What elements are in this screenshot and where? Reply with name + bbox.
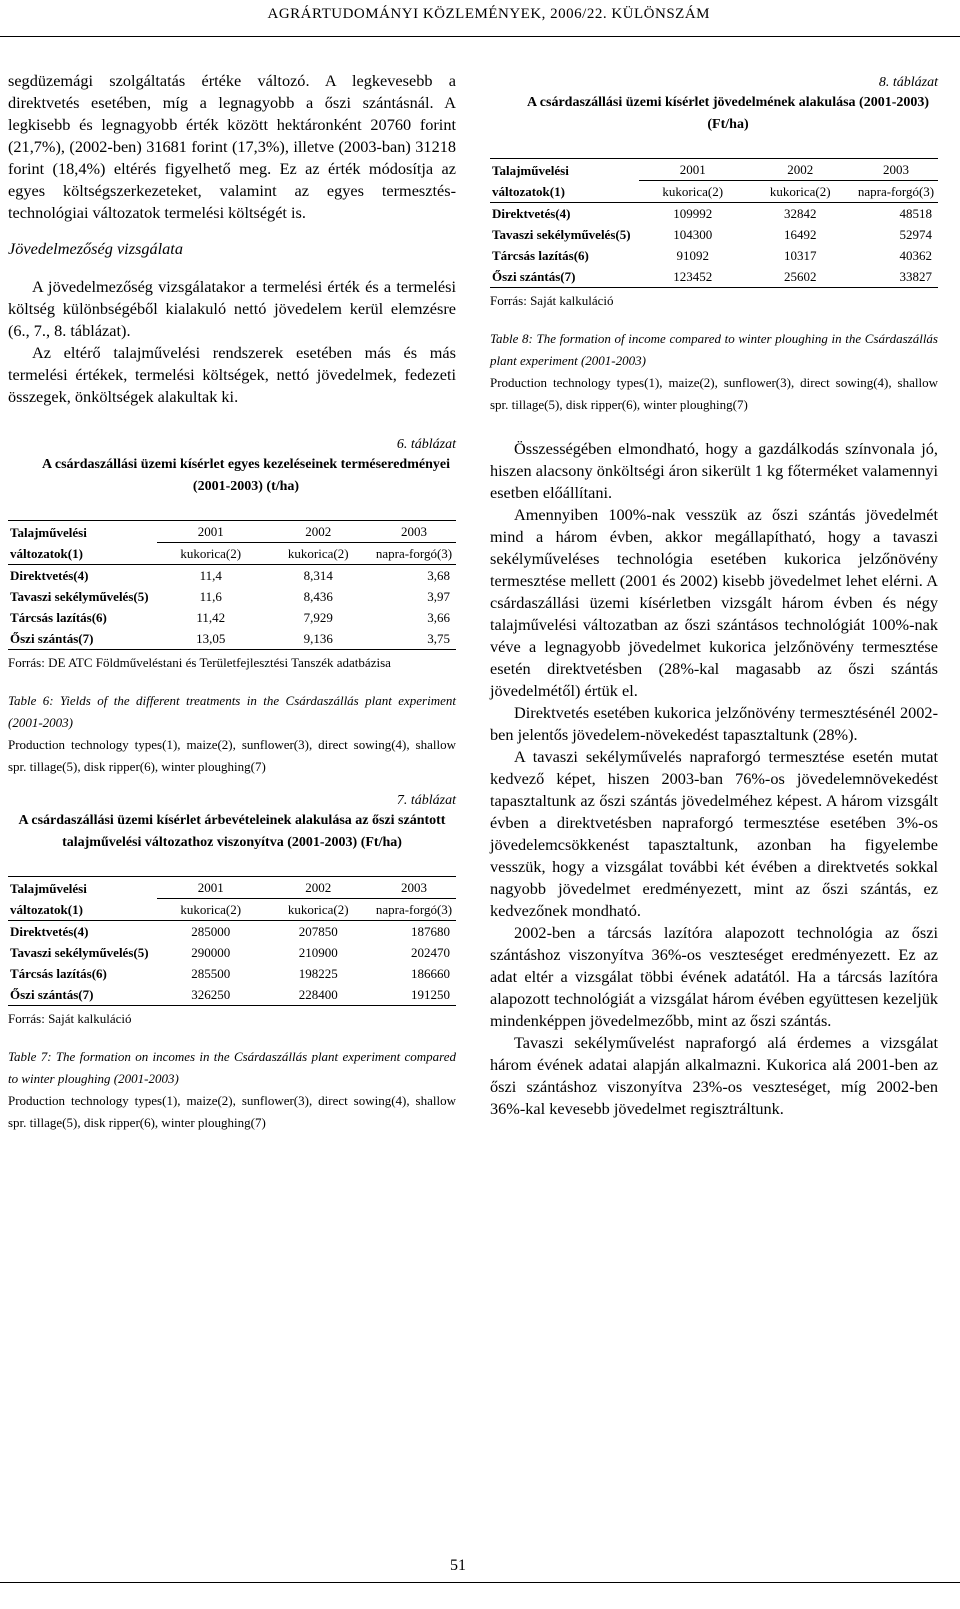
value-cell: 52974 bbox=[899, 227, 932, 242]
table-row bbox=[8, 963, 456, 984]
value-cell: 3,75 bbox=[427, 631, 450, 646]
table-8-block bbox=[490, 74, 938, 136]
table-row bbox=[490, 266, 938, 288]
value-cell: 40362 bbox=[899, 248, 932, 263]
value-cell: 25602 bbox=[784, 269, 817, 284]
table-title: A csárdaszállási üzemi kísérlet egyes kezeléseinek terméseredményei (2001-2003) (t/ha) bbox=[42, 457, 450, 494]
caption-legend: Production technology types(1), maize(2), sunflower(3), direct sowing(4), shallow spr. tillage(5), disk ripper(6), winter ploughing(7) bbox=[8, 1093, 456, 1130]
table-number: 6. táblázat bbox=[396, 437, 456, 452]
footer-rule bbox=[0, 1582, 960, 1583]
table-6 bbox=[8, 520, 456, 650]
value-cell: 3,68 bbox=[427, 568, 450, 583]
header-year: 2003 bbox=[372, 521, 456, 543]
table-6-block bbox=[8, 436, 456, 498]
row-label: Tárcsás lazítás(6) bbox=[10, 610, 107, 625]
left-column bbox=[8, 70, 456, 1134]
header-crop: kukorica(2) bbox=[662, 184, 724, 199]
paragraph: Tavaszi sekélyművelést napraforgó alá érdemes a vizsgálat három évének adatai alapján alkalmazni. Kukorica alá 2001-ben az őszi szántáshoz viszonyítva 23%-os veszteséget, míg 2002-ben 36%-kal kevesebb jövedelmet regisztráltunk. bbox=[490, 1033, 938, 1118]
value-cell: 91092 bbox=[676, 248, 709, 263]
header-crop: napra-forgó(3) bbox=[375, 902, 453, 917]
paragraph: Az eltérő talajművelési rendszerek esetében más és más termelési értékek, termelési költségek, nettó jövedelmek, fedezeti összegek, önköltségek alakultak ki. bbox=[8, 343, 456, 406]
table-8 bbox=[490, 158, 938, 288]
header-cell: Talajművelési változatok(1) bbox=[10, 524, 87, 561]
header-crop: napra-forgó(3) bbox=[375, 546, 453, 561]
table-row bbox=[8, 628, 456, 650]
value-cell: 290000 bbox=[191, 945, 231, 960]
page-number: 51 bbox=[450, 1557, 466, 1574]
paragraph: 2002-ben a tárcsás lazítóra alapozott technológia az őszi szántáshoz viszonyítva 36%-os veszteséget eredményezett. Ez az adat eltér a vizsgálat többi évének adatától. Ha a tárcsás lazítóra alapozott technológiát a vizsgálat három évében együttesen kezeljük mindenképpen jövedelmezőbb, mint az őszi szántás. bbox=[490, 923, 938, 1030]
row-label: Direktvetés(4) bbox=[10, 924, 89, 939]
caption-legend: Production technology types(1), maize(2), sunflower(3), direct sowing(4), shallow spr. tillage(5), disk ripper(6), winter ploughing(7) bbox=[490, 375, 938, 412]
caption-title: Table 6: Yields of the different treatments in the Csárdaszállás plant experiment (2001-2003) bbox=[8, 693, 456, 730]
value-cell: 109992 bbox=[673, 206, 713, 221]
paragraph: Direktvetés esetében kukorica jelzőnövény termesztésénél 2002-ben jelentős jövedelem-növekedést tapasztaltunk (28%). bbox=[490, 703, 938, 744]
table-row bbox=[8, 942, 456, 963]
table-row bbox=[8, 921, 456, 943]
value-cell: 48518 bbox=[899, 206, 932, 221]
paragraph: A tavaszi sekélyművelés napraforgó termesztése esetén mutat kedvező képet, hiszen 2003-ban 76%-os jövedelemnövekedést tapasztaltunk az őszi szántás jövedelméhez képest. A három vizsgált évben a direktvetésben napraforgó termesztése esetében 3%-os jövedelemcsökkenést tapasztaltunk, azonban ha figyelembe vesszük, hogy a vizsgálat további két évében a direktvetés sokkal nagyobb jövedelmet eredményezett, mint az őszi szántás, ez kedvezőnek mondható. bbox=[490, 747, 938, 920]
header-cell: Talajművelési változatok(1) bbox=[10, 880, 87, 917]
table-row bbox=[8, 984, 456, 1006]
header-year: 2001 bbox=[639, 159, 747, 181]
table-row bbox=[8, 607, 456, 628]
value-cell: 285500 bbox=[191, 966, 231, 981]
value-cell: 104300 bbox=[673, 227, 713, 242]
value-cell: 8,436 bbox=[303, 589, 333, 604]
value-cell: 326250 bbox=[191, 987, 231, 1002]
header-year: 2001 bbox=[157, 521, 265, 543]
value-cell: 198225 bbox=[298, 966, 338, 981]
table-row bbox=[490, 203, 938, 225]
header-year: 2003 bbox=[854, 159, 938, 181]
header-crop: kukorica(2) bbox=[769, 184, 831, 199]
value-cell: 123452 bbox=[673, 269, 713, 284]
value-cell: 285000 bbox=[191, 924, 231, 939]
caption-title: Table 8: The formation of income compared to winter ploughing in the Csárdaszállás plant experiment (2001-2003) bbox=[490, 331, 938, 368]
table-caption bbox=[490, 328, 938, 416]
value-cell: 33827 bbox=[899, 269, 932, 284]
row-label: Direktvetés(4) bbox=[492, 206, 571, 221]
table-row bbox=[490, 224, 938, 245]
caption-legend: Production technology types(1), maize(2), sunflower(3), direct sowing(4), shallow spr. tillage(5), disk ripper(6), winter ploughing(7) bbox=[8, 737, 456, 774]
row-label: Őszi szántás(7) bbox=[10, 631, 94, 646]
value-cell: 191250 bbox=[411, 987, 450, 1002]
table-number: 8. táblázat bbox=[878, 75, 938, 90]
header-crop: kukorica(2) bbox=[180, 902, 242, 917]
section-title: Jövedelmezőség vizsgálata bbox=[8, 239, 183, 258]
table-source: Forrás: Saját kalkuláció bbox=[8, 1011, 132, 1026]
table-caption bbox=[8, 690, 456, 778]
caption-title: Table 7: The formation on incomes in the Csárdaszállás plant experiment compared to winter ploughing (2001-2003) bbox=[8, 1049, 456, 1086]
paragraph: A jövedelmezőség vizsgálatakor a termelési érték és a termelési költség különbségéből kialakuló nettó jövedelem kerül elemzésre (6., 7., 8. táblázat). bbox=[8, 277, 456, 340]
header-crop: napra-forgó(3) bbox=[857, 184, 935, 199]
right-body-text bbox=[490, 438, 938, 1120]
right-column bbox=[490, 74, 938, 1120]
value-cell: 16492 bbox=[784, 227, 817, 242]
value-cell: 11,4 bbox=[199, 568, 222, 583]
journal-title: AGRÁRTUDOMÁNYI KÖZLEMÉNYEK, 2006/22. KÜLÖNSZÁM bbox=[267, 6, 710, 22]
row-label: Tárcsás lazítás(6) bbox=[492, 248, 589, 263]
header-year: 2003 bbox=[372, 877, 456, 899]
value-cell: 228400 bbox=[298, 987, 338, 1002]
header-cell: Talajművelési változatok(1) bbox=[492, 162, 569, 199]
value-cell: 3,66 bbox=[427, 610, 450, 625]
value-cell: 202470 bbox=[411, 945, 450, 960]
value-cell: 10317 bbox=[784, 248, 817, 263]
table-7 bbox=[8, 876, 456, 1006]
value-cell: 7,929 bbox=[303, 610, 333, 625]
table-title: A csárdaszállási üzemi kísérlet árbevételeinek alakulása az őszi szántott talajművelési változathoz viszonyítva (2001-2003) (Ft/ha) bbox=[18, 813, 446, 850]
header-year: 2001 bbox=[157, 877, 265, 899]
table-7-block bbox=[8, 792, 456, 854]
paragraph: Amennyiben 100%-nak vesszük az őszi szántás jövedelmét mind a három évben, akkor megállapítható, hogy a tavaszi sekélyműveléses technológia esetében kukorica jelzőnövény termesztése mellett (2001 és 2002) kisebb jövedelmet lehet elérni. A csárdaszállási üzemi kísérletben vizsgált három évben és négy talajművelési változatban az őszi szántásos technológiát 100%-nak véve a legnagyobb jövedelmet kukorica jelzőnövény termesztése esetén direktvetésben (28%-kal magasabb az őszi szántás jövedelmétől) értük el. bbox=[490, 505, 938, 700]
value-cell: 13,05 bbox=[196, 631, 226, 646]
table-number: 7. táblázat bbox=[396, 793, 456, 808]
table-row bbox=[490, 245, 938, 266]
paragraph: segdüzemági szolgáltatás értéke változó. A legkevesebb a direktvetés esetében, míg a legnagyobb a őszi szántásnál. A legkisebb és legnagyobb érték között hektáronként 20760 forint (21,7%), (2002-ben) 31681 forint (17,3%), illetve (2003-ban) 31218 forint (18,4%) eltérés figyelhető meg. Ez az érték módosítja az egyes költségszerkezeteket, valamint az egyes termesztés-technológiai változatok termelési költségét is. bbox=[8, 71, 456, 222]
table-row bbox=[8, 565, 456, 587]
row-label: Őszi szántás(7) bbox=[492, 269, 576, 284]
table-row bbox=[8, 586, 456, 607]
table-title: A csárdaszállási üzemi kísérlet jövedelmének alakulása (2001-2003) (Ft/ha) bbox=[526, 95, 930, 132]
value-cell: 8,314 bbox=[303, 568, 333, 583]
header-year: 2002 bbox=[747, 159, 855, 181]
row-label: Tárcsás lazítás(6) bbox=[10, 966, 107, 981]
table-source: Forrás: DE ATC Földműveléstani és Területfejlesztési Tanszék adatbázisa bbox=[8, 655, 391, 670]
row-label: Tavaszi sekélyművelés(5) bbox=[492, 227, 631, 242]
table-source: Forrás: Saját kalkuláció bbox=[490, 293, 614, 308]
table-caption bbox=[8, 1046, 456, 1134]
value-cell: 210900 bbox=[298, 945, 338, 960]
value-cell: 11,6 bbox=[199, 589, 222, 604]
value-cell: 9,136 bbox=[303, 631, 333, 646]
row-label: Tavaszi sekélyművelés(5) bbox=[10, 945, 149, 960]
row-label: Direktvetés(4) bbox=[10, 568, 89, 583]
paragraph: Összességében elmondható, hogy a gazdálkodás színvonala jó, hiszen alacsony önköltségi áron sikerült 1 kg főterméket valamennyi esetben előállítani. bbox=[490, 439, 938, 502]
row-label: Tavaszi sekélyművelés(5) bbox=[10, 589, 149, 604]
value-cell: 3,97 bbox=[427, 589, 450, 604]
header-crop: kukorica(2) bbox=[180, 546, 242, 561]
header-year: 2002 bbox=[265, 877, 373, 899]
value-cell: 207850 bbox=[298, 924, 338, 939]
running-header bbox=[0, 0, 960, 37]
row-label: Őszi szántás(7) bbox=[10, 987, 94, 1002]
header-crop: kukorica(2) bbox=[287, 902, 349, 917]
value-cell: 187680 bbox=[411, 924, 450, 939]
header-crop: kukorica(2) bbox=[287, 546, 349, 561]
value-cell: 186660 bbox=[411, 966, 450, 981]
value-cell: 32842 bbox=[784, 206, 817, 221]
value-cell: 11,42 bbox=[196, 610, 226, 625]
header-year: 2002 bbox=[265, 521, 373, 543]
